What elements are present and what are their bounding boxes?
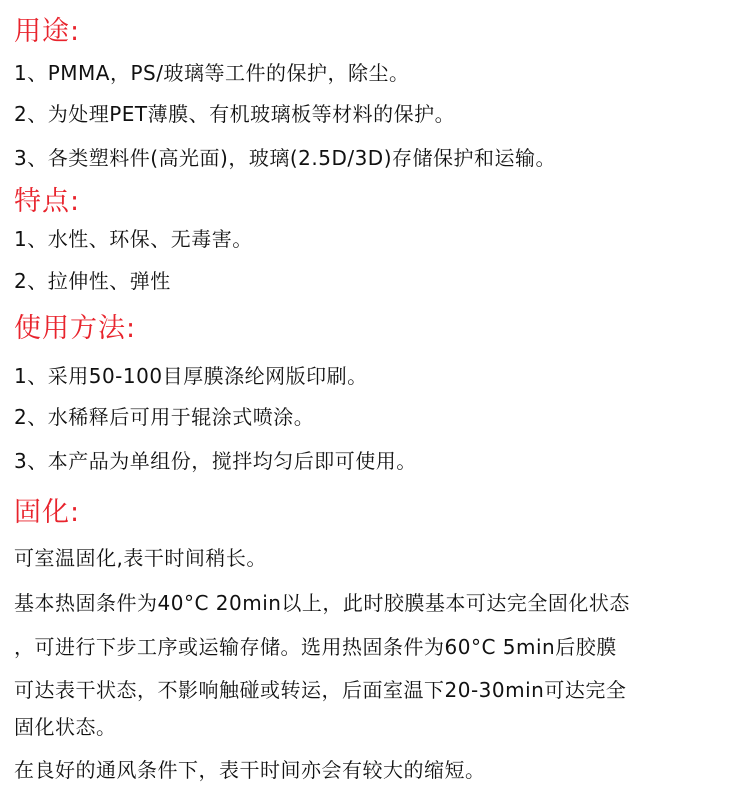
curing-line: 可达表干状态，不影响触碰或转运，后面室温下20-30min可达完全 <box>14 678 627 702</box>
method-heading: 使用方法: <box>14 313 137 344</box>
method-line: 3、本产品为单组份，搅拌均匀后即可使用。 <box>14 449 417 473</box>
features-heading: 特点: <box>14 186 81 217</box>
curing-line: ，可进行下步工序或运输存储。选用热固条件为60°C 5min后胶膜 <box>14 635 617 659</box>
usage-heading: 用途: <box>14 16 81 47</box>
curing-heading: 固化: <box>14 497 81 528</box>
method-line: 2、水稀释后可用于辊涂式喷涂。 <box>14 405 315 429</box>
method-line: 1、采用50-100目厚膜涤纶网版印刷。 <box>14 364 368 388</box>
curing-line: 固化状态。 <box>14 715 117 739</box>
usage-line: 2、为处理PET薄膜、有机玻璃板等材料的保护。 <box>14 102 456 126</box>
curing-line: 基本热固条件为40°C 20min以上，此时胶膜基本可达完全固化状态 <box>14 591 630 615</box>
usage-line: 3、各类塑料件(高光面)，玻璃(2.5D/3D)存储保护和运输。 <box>14 146 557 170</box>
features-line: 2、拉伸性、弹性 <box>14 269 171 293</box>
curing-line: 可室温固化,表干时间稍长。 <box>14 546 267 570</box>
usage-line: 1、PMMA，PS/玻璃等工件的保护，除尘。 <box>14 61 410 85</box>
curing-line: 在良好的通风条件下，表干时间亦会有较大的缩短。 <box>14 758 486 782</box>
features-line: 1、水性、环保、无毒害。 <box>14 227 253 251</box>
